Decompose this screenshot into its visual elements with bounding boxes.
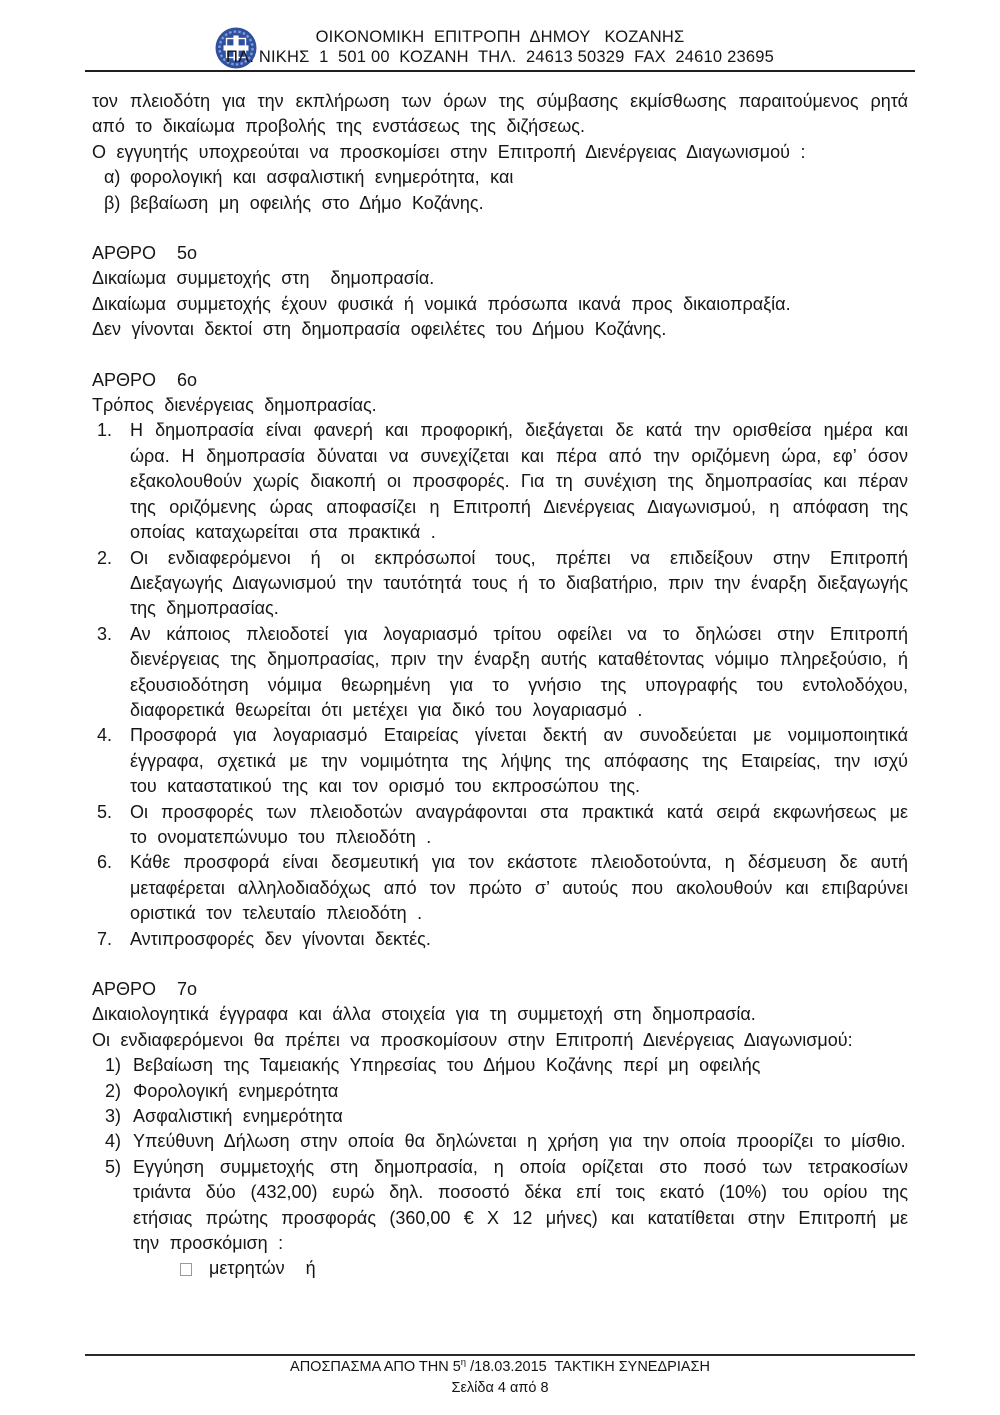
list-item bbox=[92, 800, 908, 851]
list-item-number: 4. bbox=[97, 725, 113, 746]
list-item-text: Αντιπροσφορές δεν γίνονται δεκτές. bbox=[130, 928, 431, 949]
list-item-number: 3. bbox=[97, 623, 113, 644]
list-item-text: Κάθε προσφορά είναι δεσμευτική για τον εκάστοτε πλειοδοτούντα, η δέσμευση δε αυτή μεταφέρεται αλληλοδιαδόχως από τον πρώτο σ’ αυτούς που ακολουθούν και επιβαρύνει οριστικά τον τελευταίο πλειοδότη . bbox=[130, 852, 908, 924]
article-7-paragraph: Οι ενδιαφερόμενοι θα πρέπει να προσκομίσουν στην Επιτροπή Διενέργειας Διαγωνισμού: bbox=[92, 1029, 853, 1050]
list-item-text: Υπεύθυνη Δήλωση στην οποία θα δηλώνεται η χρήση για την οποία προορίζει το μίσθιο. bbox=[133, 1131, 906, 1152]
list-item-text: Βεβαίωση της Ταμειακής Υπηρεσίας του Δήμου Κοζάνης περί μη οφειλής bbox=[133, 1055, 761, 1076]
list-item bbox=[92, 1129, 908, 1154]
footer-session-superscript: η bbox=[460, 1357, 467, 1369]
article-6-subtitle: Τρόπος διενέργειας δημοπρασίας. bbox=[92, 395, 377, 416]
list-item-text: Η δημοπρασία είναι φανερή και προφορική, διεξάγεται δε κατά την ορισθείσα ημέρα και ώρα. Η δημοπρασία δύναται να συνεχίζεται και πέρα από την οριζόμενη ώρα, εφ’ όσον εξακολουθούν χωρίς διακοπή οι προσφορές. Για τη συνέχιση της δημοπρασίας και πέραν της οριζόμενης ώρας αποφασίζει η Επιτροπή Διενέργειας Διαγωνισμού, η απόφαση της οποίας καταχωρείται στα πρακτικά . bbox=[130, 420, 908, 543]
list-item bbox=[92, 927, 908, 952]
footer-session-suffix: /18.03.2015 ΤΑΚΤΙΚΗ ΣΥΝΕΔΡΙΑΣΗ bbox=[466, 1359, 710, 1375]
empty-checkbox-icon bbox=[180, 1263, 192, 1276]
list-item bbox=[92, 723, 908, 799]
document-body bbox=[92, 72, 908, 1282]
list-item-number: 4) bbox=[105, 1131, 122, 1152]
footer-session-prefix: ΑΠΟΣΠΑΣΜΑ ΑΠΟ ΤΗΝ 5 bbox=[290, 1359, 461, 1375]
article-5-line: Δικαίωμα συμμετοχής στη δημοπρασία. bbox=[92, 268, 435, 289]
list-item-text: Ασφαλιστική ενημερότητα bbox=[133, 1106, 343, 1127]
header-committee-title: ΟΙΚΟΝΟΜΙΚΗ ΕΠΙΤΡΟΠΗ ΔΗΜΟΥ ΚΟΖΑΝΗΣ bbox=[315, 28, 685, 46]
article-7-title: ΑΡΘΡΟ 7ο bbox=[92, 979, 198, 999]
deposit-option-label: μετρητών ή bbox=[209, 1258, 316, 1279]
list-item-text: Αν κάποιος πλειοδοτεί για λογαριασμό τρίτου οφείλει να το δηλώσει στην Επιτροπή διενέργειας της δημοπρασίας, πριν την έναρξη αυτής καταθέτοντας νόμιμο πληρεξούσιο, ή εξουσιοδότηση νόμιμα θεωρημένη για το γνήσιο της υπογραφής του εντολοδόχου, διαφορετικά θεωρείται ότι μετέχει για δικό του λογαριασμό . bbox=[130, 623, 908, 720]
list-item-number: 2) bbox=[105, 1080, 122, 1101]
list-item-number: α) bbox=[104, 167, 121, 188]
list-item-number: 5) bbox=[105, 1156, 122, 1177]
intro-paragraph: τον πλειοδότη για την εκπλήρωση των όρων της σύμβασης εκμίσθωσης παραιτούμενος ρητά από το δικαίωμα προβολής της ενστάσεως της διζήσεως. bbox=[92, 91, 908, 137]
list-item-text: φορολογική και ασφαλιστική ενημερότητα, και bbox=[130, 167, 514, 188]
list-item-number: 6. bbox=[97, 852, 113, 873]
guarantor-line: Ο εγγυητής υποχρεούται να προσκομίσει στην Επιτροπή Διενέργειας Διαγωνισμού : bbox=[92, 141, 806, 162]
document-header bbox=[85, 0, 915, 72]
list-item bbox=[92, 165, 908, 190]
list-item-number: 1) bbox=[105, 1055, 122, 1076]
list-item bbox=[92, 1053, 908, 1078]
list-item bbox=[92, 622, 908, 724]
list-item-text: Προσφορά για λογαριασμό Εταιρείας γίνεται δεκτή αν συνοδεύεται με νομιμοποιητικά έγγραφα, σχετικά με την νομιμότητα της λήψης της απόφασης της Εταιρείας, την ισχύ του καταστατικού της και τον ορισμό του εκπροσώπου της. bbox=[130, 725, 908, 797]
deposit-option-row bbox=[180, 1256, 908, 1281]
list-item-number: 2. bbox=[97, 547, 113, 568]
article-7-subtitle: Δικαιολογητικά έγγραφα και άλλα στοιχεία για τη συμμετοχή στη δημοπρασία. bbox=[92, 1004, 756, 1025]
list-item bbox=[92, 191, 908, 216]
list-item bbox=[92, 1155, 908, 1257]
article-5-line: Δεν γίνονται δεκτοί στη δημοπρασία οφειλέτες του Δήμου Κοζάνης. bbox=[92, 319, 667, 340]
article-5-title: ΑΡΘΡΟ 5ο bbox=[92, 243, 198, 264]
list-item-text: Οι προσφορές των πλειοδοτών αναγράφονται στα πρακτικά κατά σειρά εκφωνήσεως με το ονοματεπώνυμο του πλειοδότη . bbox=[130, 801, 908, 847]
footer-page-number: Σελίδα 4 από 8 bbox=[451, 1380, 549, 1396]
list-item bbox=[92, 1079, 908, 1104]
list-item-text: βεβαίωση μη οφειλής στο Δήμο Κοζάνης. bbox=[130, 192, 484, 213]
list-item bbox=[92, 418, 908, 545]
list-item-number: 7. bbox=[97, 928, 113, 949]
list-item bbox=[92, 850, 908, 926]
list-item-number: 3) bbox=[105, 1106, 122, 1127]
list-item bbox=[92, 1104, 908, 1129]
list-item-number: 1. bbox=[97, 420, 113, 441]
footer-session-line bbox=[85, 1357, 915, 1378]
list-item bbox=[92, 546, 908, 622]
article-6-title: ΑΡΘΡΟ 6ο bbox=[92, 369, 198, 390]
header-address-contact: ΠΛ. ΝΙΚΗΣ 1 501 00 ΚΟΖΑΝΗ ΤΗΛ. 24613 50329 FAX 24610 23695 bbox=[226, 48, 774, 66]
document-footer bbox=[85, 1354, 915, 1399]
list-item-text: Εγγύηση συμμετοχής στη δημοπρασία, η οποία ορίζεται στο ποσό των τετρακοσίων τριάντα δύο (432,00) ευρώ δηλ. ποσοστό δέκα επί τοις εκατό (10%) του ορίου της ετήσιας πρώτης προσφοράς (360,00 € X 12 μήνες) και κατατίθεται στην Επιτροπή με την προσκόμιση : bbox=[133, 1156, 908, 1254]
article-5-line: Δικαίωμα συμμετοχής έχουν φυσικά ή νομικά πρόσωπα ικανά προς δικαιοπραξία. bbox=[92, 293, 791, 314]
list-item-text: Φορολογική ενημερότητα bbox=[133, 1080, 339, 1101]
list-item-number: β) bbox=[104, 192, 121, 213]
list-item-text: Οι ενδιαφερόμενοι ή οι εκπρόσωποί τους, πρέπει να επιδείξουν στην Επιτροπή Διεξαγωγής Διαγωνισμού την ταυτότητά τους ή το διαβατήριο, πριν την έναρξη διεξαγωγής της δημοπρασίας. bbox=[130, 547, 908, 619]
list-item-number: 5. bbox=[97, 801, 113, 822]
